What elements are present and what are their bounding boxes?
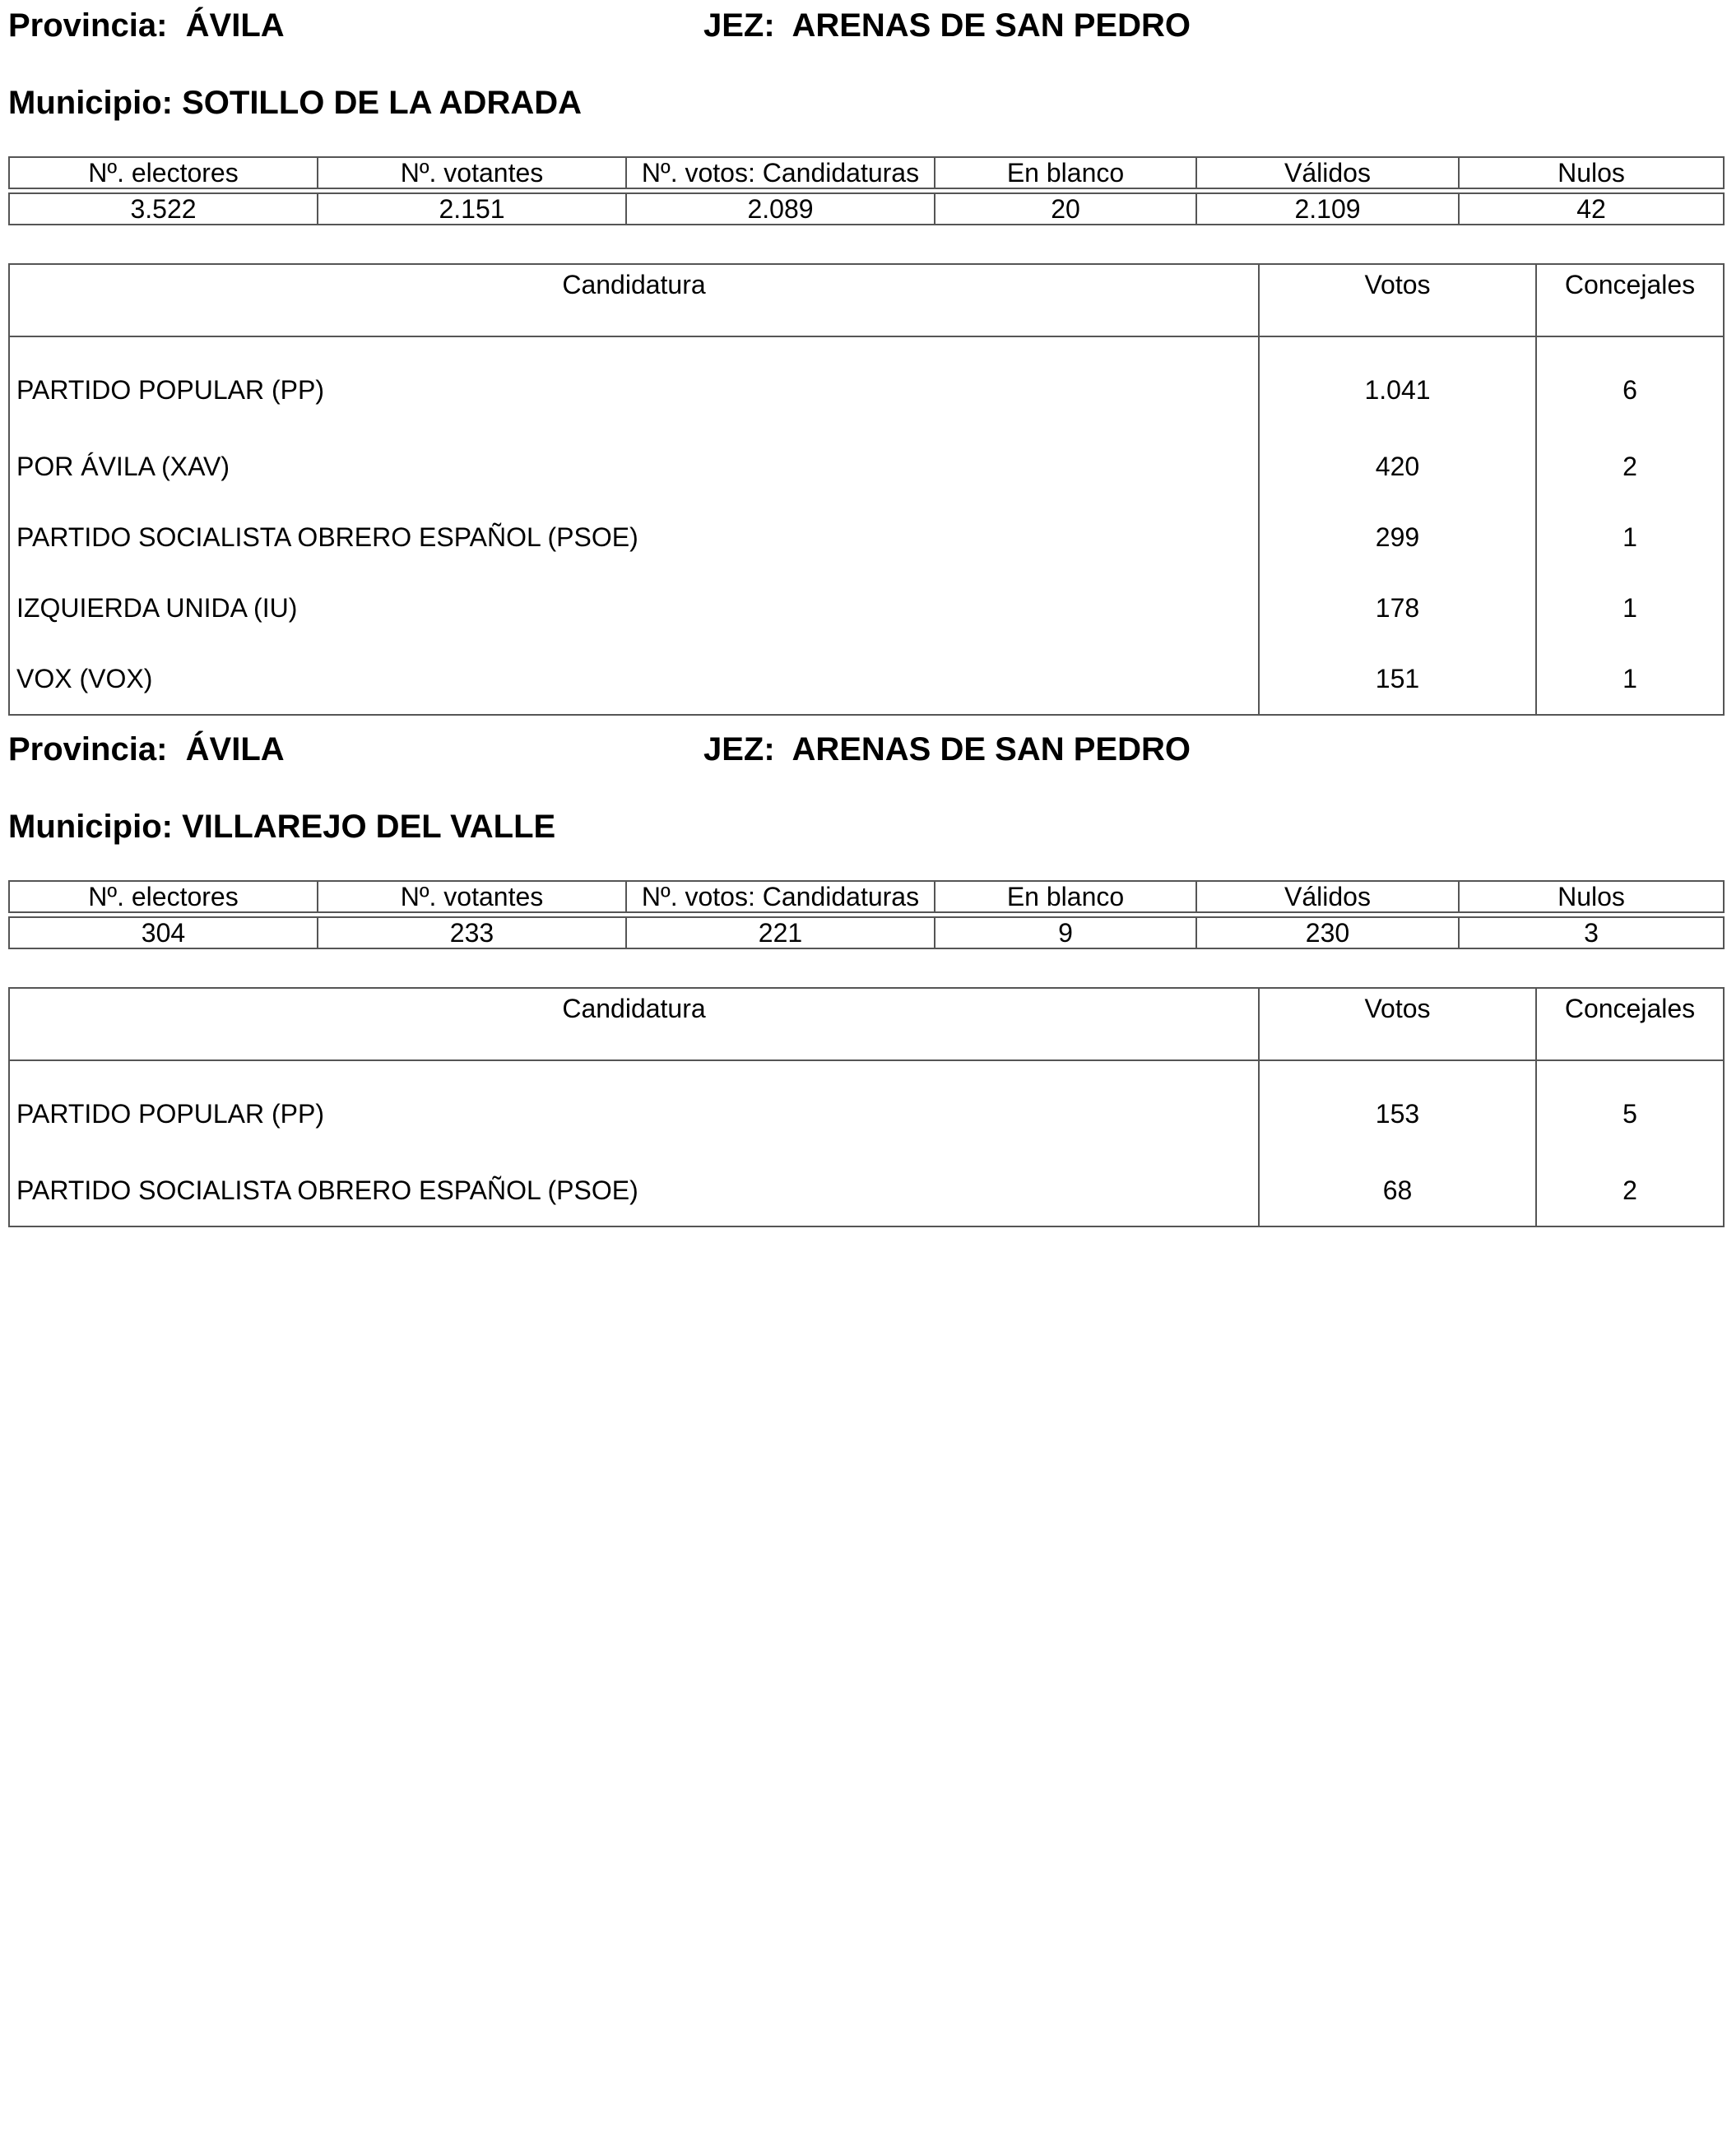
jez-label: JEZ:: [703, 731, 775, 767]
table-row: [9, 1155, 1724, 1226]
jez-heading: [703, 7, 1191, 44]
municipio-heading: [8, 808, 555, 846]
summary-value: 3: [1459, 917, 1724, 948]
municipio-label: Municipio:: [8, 809, 173, 845]
summary-header: Nº. votantes: [318, 881, 626, 912]
summary-value: 230: [1196, 917, 1459, 948]
summary-value: 304: [9, 917, 318, 948]
concejales-cell: 1: [1536, 643, 1724, 715]
summary-header: Nº. votantes: [318, 157, 626, 188]
candidatura-cell: VOX (VOX): [9, 643, 1259, 715]
candidatura-cell: PARTIDO POPULAR (PP): [9, 336, 1259, 431]
provincia-label: Provincia:: [8, 7, 168, 44]
results-header-candidatura: Candidatura: [9, 988, 1259, 1060]
summary-header: Nº. votos: Candidaturas: [626, 881, 935, 912]
results-header-concejales: Concejales: [1536, 264, 1724, 336]
candidatura-cell: PARTIDO SOCIALISTA OBRERO ESPAÑOL (PSOE): [9, 1155, 1259, 1226]
votos-cell: 1.041: [1259, 336, 1536, 431]
results-table: [8, 987, 1725, 1227]
jez-value: ARENAS DE SAN PEDRO: [792, 7, 1191, 44]
summary-value: 9: [935, 917, 1196, 948]
summary-header: Nº. electores: [9, 881, 318, 912]
table-row: [9, 431, 1724, 502]
summary-header: Nº. votos: Candidaturas: [626, 157, 935, 188]
table-row: [9, 502, 1724, 573]
table-row: [9, 336, 1724, 431]
results-header-votos: Votos: [1259, 988, 1536, 1060]
results-header-concejales: Concejales: [1536, 988, 1724, 1060]
summary-header: En blanco: [935, 881, 1196, 912]
results-table: [8, 263, 1725, 716]
municipio-value: VILLAREJO DEL VALLE: [182, 809, 556, 845]
summary-value: 20: [935, 193, 1196, 225]
municipio-section-2: [8, 724, 1723, 1217]
votos-cell: 178: [1259, 573, 1536, 643]
table-row: [9, 573, 1724, 643]
candidatura-cell: IZQUIERDA UNIDA (IU): [9, 573, 1259, 643]
concejales-cell: 2: [1536, 431, 1724, 502]
summary-value: 2.089: [626, 193, 935, 225]
concejales-cell: 5: [1536, 1060, 1724, 1155]
summary-header-row: [9, 157, 1724, 188]
jez-label: JEZ:: [703, 7, 775, 44]
municipio-section-1: [8, 0, 1723, 691]
summary-value-row: [9, 193, 1724, 225]
summary-value: 42: [1459, 193, 1724, 225]
provincia-value: ÁVILA: [185, 731, 285, 767]
summary-header: Válidos: [1196, 881, 1459, 912]
table-row: [9, 1060, 1724, 1155]
summary-value: 221: [626, 917, 935, 948]
votos-cell: 151: [1259, 643, 1536, 715]
summary-header-row: [9, 881, 1724, 912]
municipio-heading: [8, 84, 582, 122]
jez-value: ARENAS DE SAN PEDRO: [792, 731, 1191, 767]
results-header-votos: Votos: [1259, 264, 1536, 336]
provincia-heading: [8, 7, 285, 44]
results-header-candidatura: Candidatura: [9, 264, 1259, 336]
summary-value-row: [9, 917, 1724, 948]
summary-value: 233: [318, 917, 626, 948]
summary-value: 2.109: [1196, 193, 1459, 225]
votos-cell: 299: [1259, 502, 1536, 573]
summary-value: 2.151: [318, 193, 626, 225]
table-row: [9, 643, 1724, 715]
votos-cell: 153: [1259, 1060, 1536, 1155]
results-header-row: [9, 264, 1724, 336]
candidatura-cell: PARTIDO POPULAR (PP): [9, 1060, 1259, 1155]
summary-header: Nulos: [1459, 157, 1724, 188]
summary-header: Nulos: [1459, 881, 1724, 912]
candidatura-cell: POR ÁVILA (XAV): [9, 431, 1259, 502]
summary-header: En blanco: [935, 157, 1196, 188]
concejales-cell: 1: [1536, 573, 1724, 643]
provincia-label: Provincia:: [8, 731, 168, 767]
summary-table: [8, 880, 1725, 949]
concejales-cell: 1: [1536, 502, 1724, 573]
concejales-cell: 6: [1536, 336, 1724, 431]
votos-cell: 68: [1259, 1155, 1536, 1226]
provincia-heading: [8, 730, 285, 768]
candidatura-cell: PARTIDO SOCIALISTA OBRERO ESPAÑOL (PSOE): [9, 502, 1259, 573]
municipio-value: SOTILLO DE LA ADRADA: [182, 85, 582, 121]
jez-heading: [703, 730, 1191, 768]
municipio-label: Municipio:: [8, 85, 173, 121]
results-header-row: [9, 988, 1724, 1060]
summary-header: Válidos: [1196, 157, 1459, 188]
concejales-cell: 2: [1536, 1155, 1724, 1226]
provincia-value: ÁVILA: [185, 7, 285, 44]
votos-cell: 420: [1259, 431, 1536, 502]
summary-value: 3.522: [9, 193, 318, 225]
summary-header: Nº. electores: [9, 157, 318, 188]
summary-table: [8, 156, 1725, 225]
